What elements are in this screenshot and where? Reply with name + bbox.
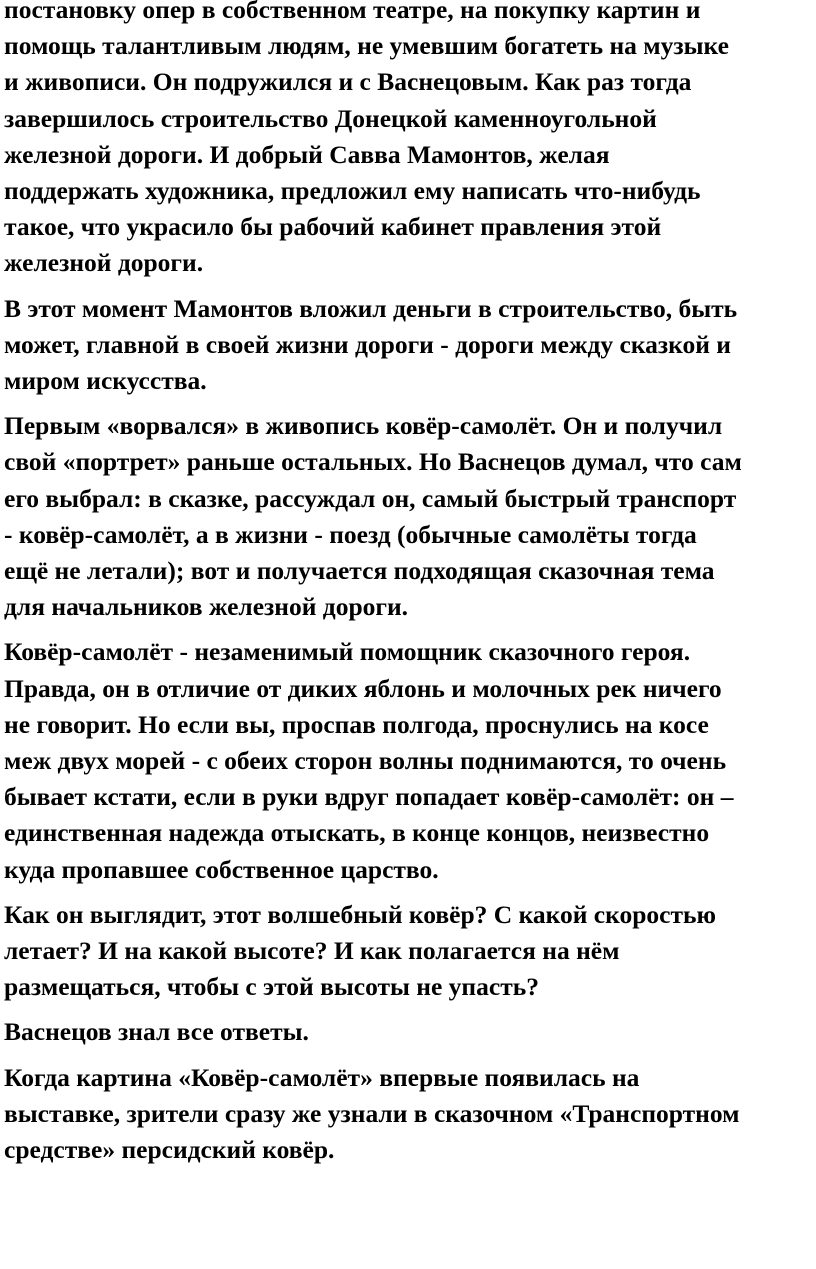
text-line: миром искусства. — [4, 366, 207, 396]
text-line: постановку опер в собственном театре, на покупку картин и — [4, 0, 701, 24]
text-line: куда пропавшее собственное царство. — [4, 854, 439, 884]
text-line: размещаться, чтобы с этой высоты не упасть? — [4, 972, 539, 1002]
text-line: завершилось строительство Донецкой каменноугольной — [4, 103, 657, 133]
text-line: для начальников железной дороги. — [4, 592, 409, 622]
paragraph-3 — [4, 408, 806, 625]
text-line: выставке, зрители сразу же узнали в сказочном «Транспортном — [4, 1098, 740, 1128]
paragraph-1 — [4, 0, 806, 282]
text-line: Ковёр-самолёт - незаменимый помощник сказочного героя. — [4, 637, 691, 667]
text-line: единственная надежда отыскать, в конце концов, неизвестно — [4, 818, 710, 848]
text-line: поддержать художника, предложил ему написать что-нибудь — [4, 176, 701, 206]
text-line: меж двух морей - с обеих сторон волны поднимаются, то очень — [4, 746, 727, 776]
paragraph-7 — [4, 1060, 806, 1169]
text-line: бывает кстати, если в руки вдруг попадает ковёр-самолёт: он – — [4, 782, 734, 812]
text-line: не говорит. Но если вы, проспав полгода, проснулись на косе — [4, 709, 709, 739]
text-line: Васнецов знал все ответы. — [4, 1017, 309, 1047]
text-line: может, главной в своей жизни дороги - дороги между сказкой и — [4, 329, 731, 359]
text-line: и живописи. Он подружился и с Васнецовым. Как раз тогда — [4, 67, 692, 97]
text-line: Когда картина «Ковёр-самолёт» впервые появилась на — [4, 1062, 640, 1092]
text-line: летает? И на какой высоте? И как полагается на нём — [4, 936, 620, 966]
text-line: Правда, он в отличие от диких яблонь и молочных рек ничего — [4, 673, 722, 703]
text-line: свой «портрет» раньше остальных. Но Васнецов думал, что сам — [4, 447, 742, 477]
text-line: такое, что украсило бы рабочий кабинет правления этой — [4, 212, 662, 242]
paragraph-4 — [4, 634, 806, 887]
text-line: железной дороги. И добрый Савва Мамонтов, желая — [4, 139, 610, 169]
text-line: - ковёр-самолёт, а в жизни - поезд (обычные самолёты тогда — [4, 519, 697, 549]
text-line: Первым «ворвался» в живопись ковёр-самолёт. Он и получил — [4, 411, 723, 441]
text-line: В этот момент Мамонтов вложил деньги в строительство, быть — [4, 293, 738, 323]
paragraph-2 — [4, 291, 806, 400]
text-line: средстве» персидский ковёр. — [4, 1135, 335, 1165]
text-line: железной дороги. — [4, 248, 204, 278]
text-line: помощь талантливым людям, не умевшим богатеть на музыке — [4, 31, 729, 61]
document-body — [4, 0, 806, 1168]
text-line: ещё не летали); вот и получается подходящая сказочная тема — [4, 556, 715, 586]
paragraph-6 — [4, 1014, 806, 1050]
text-line: Как он выглядит, этот волшебный ковёр? С какой скоростью — [4, 899, 716, 929]
text-line: его выбрал: в сказке, рассуждал он, самый быстрый транспорт — [4, 483, 737, 513]
paragraph-5 — [4, 897, 806, 1006]
